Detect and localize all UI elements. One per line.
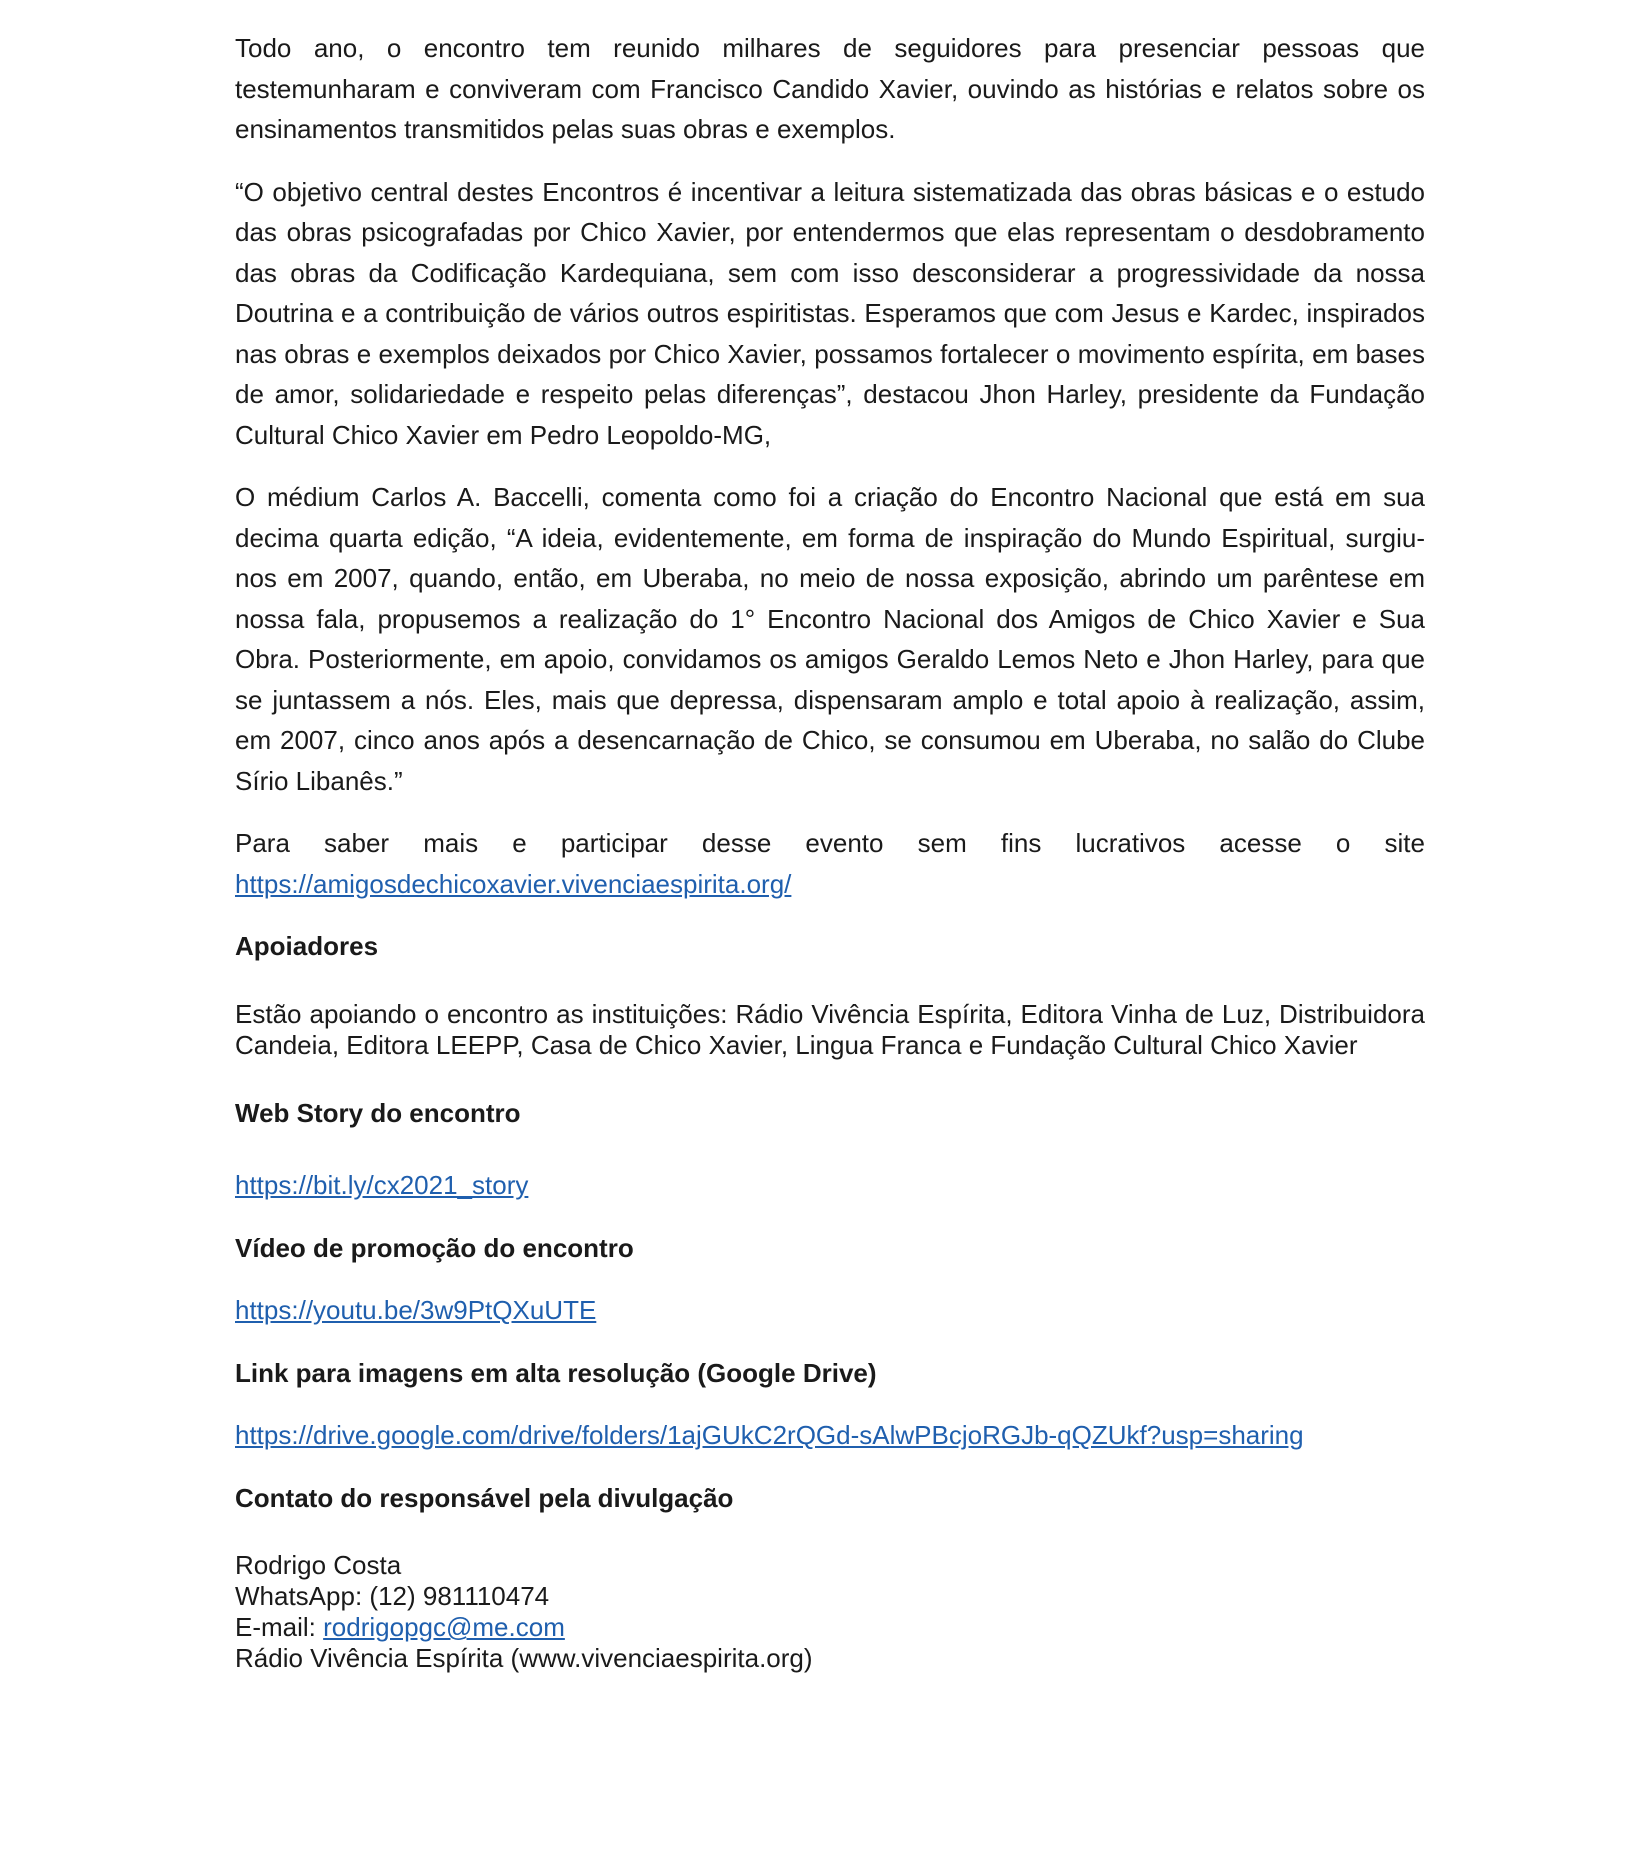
- event-site-link[interactable]: https://amigosdechicoxavier.vivenciaespirita.org/: [235, 868, 792, 899]
- images-heading: Link para imagens em alta resolução (Google Drive): [235, 1357, 877, 1388]
- contact-block: [235, 1550, 1425, 1674]
- google-drive-link[interactable]: https://drive.google.com/drive/folders/1ajGUkC2rQGd-sAlwPBcjoRGJb-qQZUkf?usp=sharing: [235, 1420, 1304, 1450]
- email-label: E-mail:: [235, 1612, 316, 1642]
- contact-radio: Rádio Vivência Espírita (www.vivenciaespirita.org): [235, 1643, 813, 1673]
- participate-link-line: [235, 864, 1425, 905]
- email-link[interactable]: rodrigopgc@me.com: [323, 1612, 565, 1642]
- whatsapp-label: WhatsApp:: [235, 1581, 363, 1611]
- promo-video-link[interactable]: https://youtu.be/3w9PtQXuUTE: [235, 1295, 597, 1325]
- contact-email-line: [235, 1612, 1425, 1643]
- paragraph-quote-harley: “O objetivo central destes Encontros é incentivar a leitura sistematizada das obras básicas e o estudo das obras psicografadas por Chico Xavier, por entendermos que elas representam o desdobramento das obras da Codificação Kardequiana, sem com isso desconsiderar a progressividade da nossa Doutrina e a contribuição de vários outros espiritistas. Esperamos que com Jesus e Kardec, inspirados nas obras e exemplos deixados por Chico Xavier, possamos fortalecer o movimento espírita, em bases de amor, solidariedade e respeito pelas diferenças”, destacou Jhon Harley, presidente da Fundação Cultural Chico Xavier em Pedro Leopoldo-MG,: [235, 176, 1425, 450]
- supporters-text: Estão apoiando o encontro as instituições: Rádio Vivência Espírita, Editora Vinha de Luz, Distribuidora Candeia, Editora LEEPP, Casa de Chico Xavier, Lingua Franca e Fundação Cultural Chico Xavier: [235, 998, 1425, 1060]
- document-page: [235, 28, 1425, 1674]
- supporters-heading: Apoiadores: [235, 931, 379, 961]
- whatsapp-number: (12) 981110474: [369, 1581, 550, 1611]
- promo-video-link-line: [235, 1290, 1425, 1331]
- web-story-link[interactable]: https://bit.ly/cx2021_story: [235, 1170, 529, 1200]
- contact-name: Rodrigo Costa: [235, 1550, 402, 1580]
- images-link-line: [235, 1415, 1425, 1456]
- web-story-link-line: [235, 1165, 1425, 1206]
- web-story-heading: Web Story do encontro: [235, 1097, 521, 1128]
- participate-text: Para saber mais e participar desse evento sem fins lucrativos acesse o site: [235, 828, 1425, 858]
- paragraph-quote-baccelli: O médium Carlos A. Baccelli, comenta como foi a criação do Encontro Nacional que está em sua decima quarta edição, “A ideia, evidentemente, em forma de inspiração do Mundo Espiritual, surgiu-nos em 2007, quando, então, em Uberaba, no meio de nossa exposição, abrindo um parêntese em nossa fala, propusemos a realização do 1° Encontro Nacional dos Amigos de Chico Xavier e Sua Obra. Posteriormente, em apoio, convidamos os amigos Geraldo Lemos Neto e Jhon Harley, para que se juntassem a nós. Eles, mais que depressa, dispensaram amplo e total apoio à realização, assim, em 2007, cinco anos após a desencarnação de Chico, se consumou em Uberaba, no salão do Clube Sírio Libanês.”: [235, 482, 1425, 796]
- contact-whatsapp-line: [235, 1581, 1425, 1612]
- paragraph-intro: Todo ano, o encontro tem reunido milhares de seguidores para presenciar pessoas que testemunharam e conviveram com Francisco Candido Xavier, ouvindo as histórias e relatos sobre os ensinamentos transmitidos pelas suas obras e exemplos.: [235, 33, 1425, 144]
- contact-heading: Contato do responsável pela divulgação: [235, 1482, 734, 1513]
- promo-video-heading: Vídeo de promoção do encontro: [235, 1232, 634, 1263]
